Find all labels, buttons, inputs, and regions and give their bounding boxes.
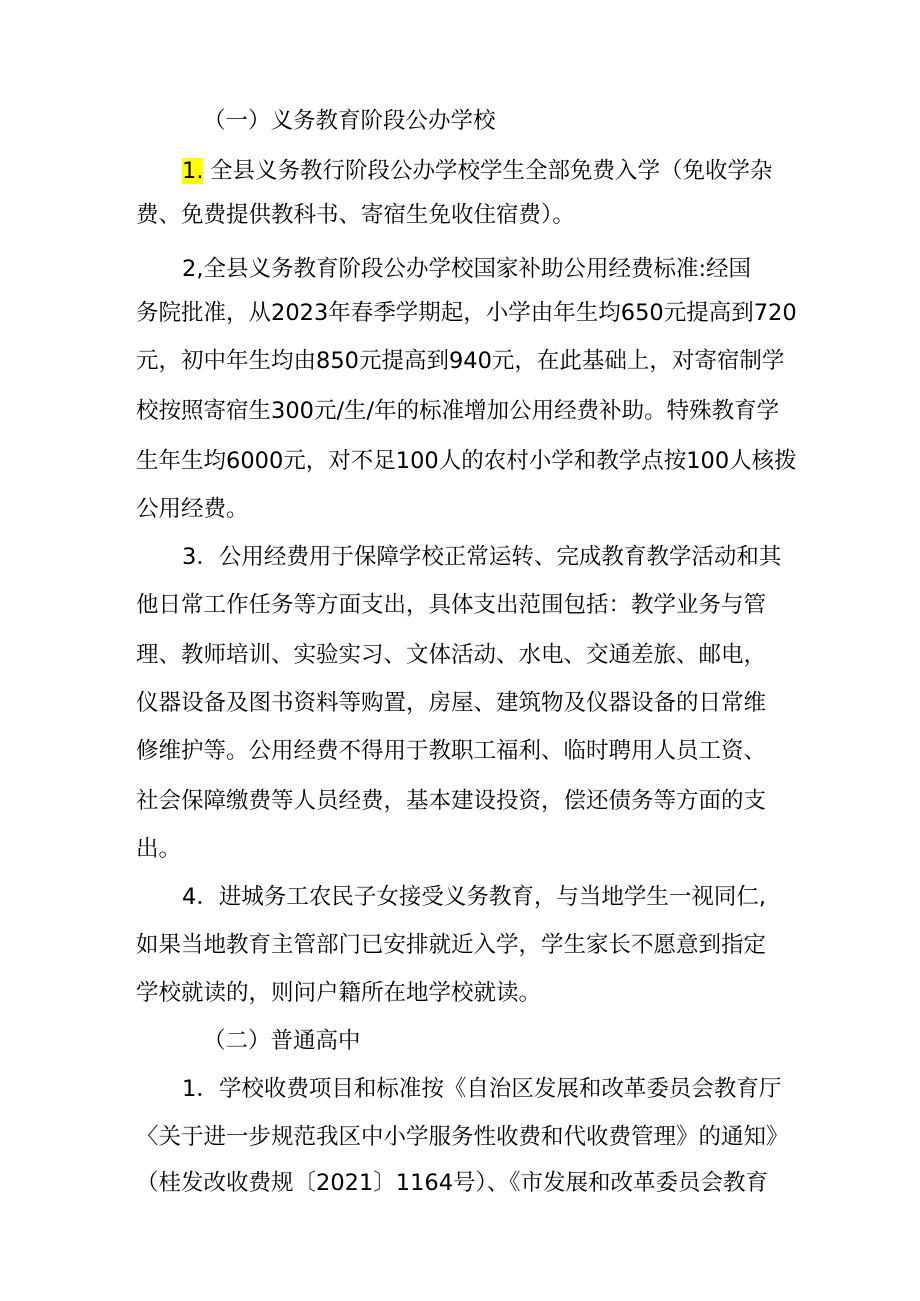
section-heading-1: （一）义务教育阶段公办学校 — [203, 108, 496, 134]
paragraph-line: 全县义务教行阶段公办学校学生全部免费入学（免收学杂 — [210, 158, 773, 184]
paragraph-line: 1．学校收费项目和标准按《自治区发展和改革委员会教育厅 — [182, 1076, 782, 1102]
paragraph-line: 4．进城务工农民子女接受义务教育，与当地学生一视同仁, — [182, 884, 766, 910]
paragraph-line: 费、免费提供教科书、寄宿生免收住宿费）。 — [136, 202, 575, 228]
highlighted-item-number: 1. — [182, 158, 204, 184]
paragraph-line: 理、教师培训、实验实习、文体活动、水电、交通差旅、邮电， — [136, 642, 767, 668]
paragraph-line: 如果当地教育主管部门已安排就近入学，学生家长不愿意到指定 — [136, 932, 767, 958]
paragraph-line: 务院批准，从2023年春季学期起，小学由年生均650元提高到720 — [136, 300, 797, 326]
section-heading-2: （二）普通高中 — [203, 1028, 361, 1054]
paragraph-line: 元，初中年生均由850元提高到940元，在此基础上，对寄宿制学 — [136, 348, 785, 374]
paragraph-line: 他日常工作任务等方面支出，具体支出范围包括：教学业务与管 — [136, 592, 767, 618]
paragraph-line: 〈关于进一步规范我区中小学服务性收费和代收费管理》的通知》 — [136, 1124, 789, 1150]
paragraph-line: 3．公用经费用于保障学校正常运转、完成教育教学活动和其 — [182, 544, 782, 570]
paragraph-line: 学校就读的，则问户籍所在地学校就读。 — [136, 980, 542, 1006]
paragraph-line: 公用经费。 — [136, 496, 249, 522]
paragraph-line: 校按照寄宿生300元/生/年的标准增加公用经费补助。特殊教育学 — [136, 398, 780, 424]
paragraph-line: （桂发改收费规〔2021〕1164号）、《市发展和改革委员会教育 — [136, 1170, 769, 1196]
paragraph-line: 仪器设备及图书资料等购置，房屋、建筑物及仪器设备的日常维 — [136, 690, 767, 716]
paragraph-line: 出。 — [136, 836, 182, 862]
paragraph-line: 2,全县义务教育阶段公办学校国家补助公用经费标准:经国 — [182, 256, 752, 282]
paragraph-line: 生年生均6000元，对不足100人的农村小学和教学点按100人核拨 — [136, 448, 797, 474]
paragraph-line: 社会保障缴费等人员经费，基本建设投资，偿还债务等方面的支 — [136, 788, 767, 814]
paragraph-line: 修维护等。公用经费不得用于教职工福利、临时聘用人员工资、 — [136, 738, 767, 764]
